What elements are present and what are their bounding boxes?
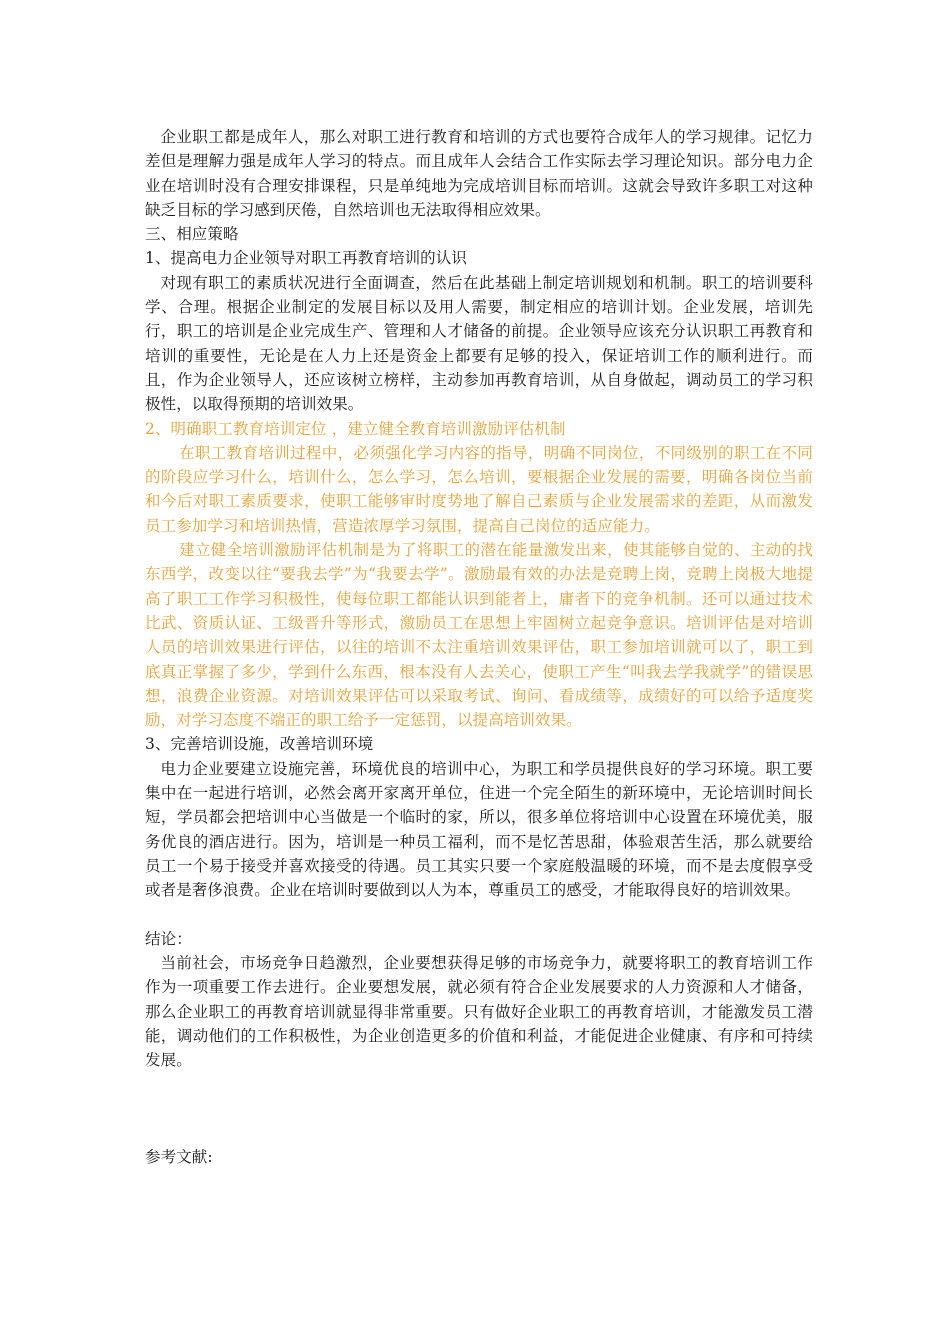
section-three-heading: 三、相应策略 <box>145 225 239 244</box>
intro-paragraph: 企业职工都是成年人，那么对职工进行教育和培训的方式也要符合成年人的学习规律。记忆力差但是理解力强是成年人学习的特点。而且成年人会结合工作实际去学习理论知识。部分电力企业在培训时没有合理安排课程，只是单纯地为完成培训目标而培训。这就会导致许多职工对这种缺乏目标的学习感到厌倦，自然培训也无法取得相应效果。 <box>145 128 813 219</box>
strategy-one-heading: 1、提高电力企业领导对职工再教育培训的认识 <box>145 249 467 268</box>
strategy-three-heading: 3、完善培训设施，改善培训环境 <box>145 735 374 754</box>
spacer <box>145 1073 813 1122</box>
spacer <box>145 903 813 927</box>
strategy-two-paragraph-2: 建立健全培训激励评估机制是为了将职工的潜在能量激发出来，使其能够自觉的、主动的找东西学，改变以往“要我去学”为“我要去学”。激励最有效的办法是竞聘上岗，竞聘上岗极大地提高了职工工作学习积极性，使每位职工都能认识到能者上，庸者下的竞争机制。还可以通过技术比武、资质认证、工级晋升等形式，激励员工在思想上牢固树立起竞争意识。培训评估是对培训人员的培训效果进行评估，以往的培训不太注重培训效果评估，职工参加培训就可以了，职工到底真正掌握了多少，学到什么东西，根本没有人去关心，使职工产生“叫我去学我就学”的错误思想，浪费企业资源。对培训效果评估可以采取考试、询问、看成绩等，成绩好的可以给予适度奖励，对学习态度不端正的职工给予一定惩罚，以提高培训效果。 <box>145 541 813 730</box>
spacer <box>145 1121 813 1145</box>
strategy-one-paragraph: 对现有职工的素质状况进行全面调查，然后在此基础上制定培训规划和机制。职工的培训要科学、合理。根据企业制定的发展目标以及用人需要，制定相应的培训计划。企业发展，培训先行，职工的培训是企业完成生产、管理和人才储备的前提。企业领导应该充分认识职工再教育和培训的重要性，无论是在人力上还是资金上都要有足够的投入，保证培训工作的顺利进行。而且，作为企业领导人，还应该树立榜样，主动参加再教育培训，从自身做起，调动员工的学习积极性，以取得预期的培训效果。 <box>145 273 813 414</box>
strategy-three-paragraph: 电力企业要建立设施完善，环境优良的培训中心，为职工和学员提供良好的学习环境。职工要集中在一起进行培训，必然会离开家离开单位，住进一个完全陌生的新环境中，无论培训时间长短，学员都会把培训中心当做是一个临时的家，所以，很多单位将培训中心设置在环境优美，服务优良的酒店进行。因为，培训是一种员工福利，而不是忆苦思甜，体验艰苦生活，那么就要给员工一个易于接受并喜欢接受的待遇。员工其实只要一个家庭般温暖的环境，而不是去度假享受或者是奢侈浪费。企业在培训时要做到以人为本，尊重员工的感受，才能取得良好的培训效果。 <box>145 759 813 900</box>
strategy-two-heading: 2、明确职工教育培训定位 ，建立健全教育培训激励评估机制 <box>145 419 566 438</box>
document-body <box>145 125 813 1170</box>
strategy-two-paragraph-1: 在职工教育培训过程中，必须强化学习内容的指导，明确不同岗位，不同级别的职工在不同的阶段应学习什么，培训什么，怎么学习，怎么培训，要根据企业发展的需要，明确各岗位当前和今后对职工素质要求，使职工能够审时度势地了解自己素质与企业发展需求的差距，从而激发员工参加学习和培训热情，营造浓厚学习氛围，提高自己岗位的适应能力。 <box>145 443 813 535</box>
references-heading: 参考文献: <box>145 1148 213 1167</box>
conclusion-heading: 结论： <box>145 929 192 948</box>
conclusion-paragraph: 当前社会，市场竞争日趋激烈，企业要想获得足够的市场竞争力，就要将职工的教育培训工作作为一项重要工作去进行。企业要想发展，就必须有符合企业发展要求的人力资源和人才储备，那么企业职工的再教育培训就显得非常重要。只有做好企业职工的再教育培训，才能激发员工潜能，调动他们的工作积极性，为企业创造更多的价值和利益，才能促进企业健康、有序和可持续发展。 <box>145 954 813 1070</box>
